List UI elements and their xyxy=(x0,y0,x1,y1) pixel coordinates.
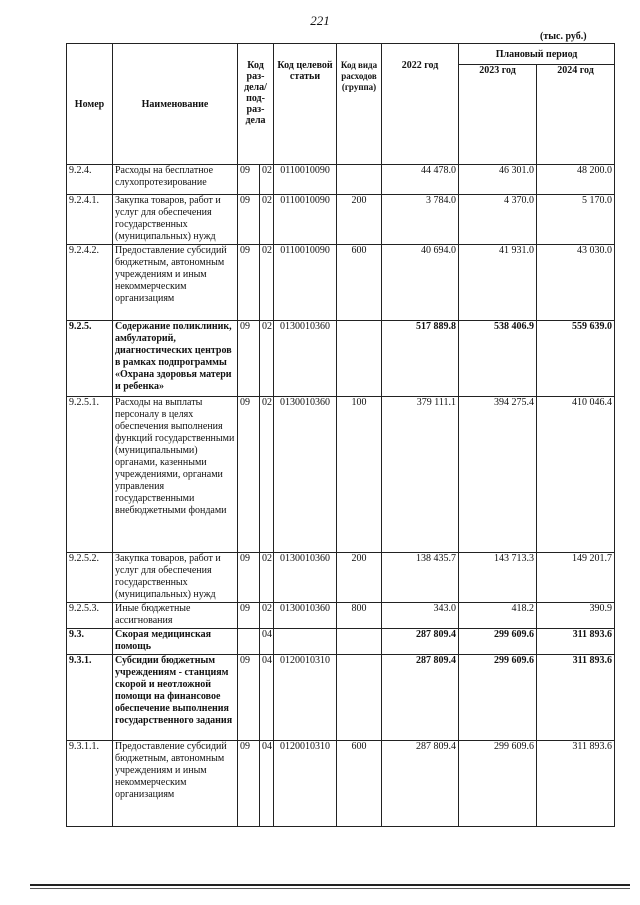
row-name-cell: Скорая медицинская помощь xyxy=(113,629,238,655)
row-subsection-cell: 02 xyxy=(260,553,274,603)
row-subsection-cell: 02 xyxy=(260,397,274,553)
row-expense-type-cell xyxy=(337,629,382,655)
row-number-cell: 9.2.4.1. xyxy=(67,195,113,245)
units-label: (тыс. руб.) xyxy=(540,31,587,42)
row-subsection-cell: 02 xyxy=(260,245,274,321)
header-2023: 2023 год xyxy=(459,65,537,165)
row-target-code-cell: 0130010360 xyxy=(274,603,337,629)
row-name-cell: Субсидии бюджетным учреждениям - станциям скорой и неотложной помощи на финансовое обеспечение выполнения государственного задания xyxy=(113,655,238,741)
row-2024-cell: 311 893.6 xyxy=(537,629,615,655)
row-target-code-cell: 0130010360 xyxy=(274,397,337,553)
row-name-cell: Расходы на выплаты персоналу в целях обеспечения выполнения функций государственными (муниципальными) органами, казенными учреждениями, органами управления государственными внебюджетными фондами xyxy=(113,397,238,553)
budget-table xyxy=(66,43,615,827)
row-section-cell: 09 xyxy=(238,321,260,397)
table-row xyxy=(67,245,615,321)
header-target-code: Код целевой статьи xyxy=(274,44,337,165)
row-expense-type-cell: 200 xyxy=(337,195,382,245)
row-expense-type-cell: 600 xyxy=(337,245,382,321)
table-row xyxy=(67,603,615,629)
header-name: Наименование xyxy=(113,44,238,165)
row-expense-type-cell: 200 xyxy=(337,553,382,603)
row-2023-cell: 143 713.3 xyxy=(459,553,537,603)
table-header xyxy=(67,44,615,165)
row-subsection-cell: 04 xyxy=(260,741,274,827)
header-section-code: Код раз-дела/ под-раз-дела xyxy=(238,44,274,165)
header-planning-period: Плановый период xyxy=(459,44,615,65)
row-2023-cell: 299 609.6 xyxy=(459,655,537,741)
row-section-cell: 09 xyxy=(238,603,260,629)
row-subsection-cell: 02 xyxy=(260,165,274,195)
row-target-code-cell: 0130010360 xyxy=(274,553,337,603)
row-2024-cell: 48 200.0 xyxy=(537,165,615,195)
row-2022-cell: 517 889.8 xyxy=(382,321,459,397)
row-subsection-cell: 04 xyxy=(260,629,274,655)
row-section-cell: 09 xyxy=(238,741,260,827)
table-row xyxy=(67,165,615,195)
row-number-cell: 9.2.5. xyxy=(67,321,113,397)
row-2024-cell: 311 893.6 xyxy=(537,741,615,827)
row-number-cell: 9.3.1. xyxy=(67,655,113,741)
row-number-cell: 9.3.1.1. xyxy=(67,741,113,827)
row-name-cell: Предоставление субсидий бюджетным, автономным учреждениям и иным некоммерческим организациям xyxy=(113,741,238,827)
row-number-cell: 9.2.5.2. xyxy=(67,553,113,603)
row-2023-cell: 299 609.6 xyxy=(459,629,537,655)
row-2024-cell: 5 170.0 xyxy=(537,195,615,245)
row-2022-cell: 40 694.0 xyxy=(382,245,459,321)
row-2024-cell: 390.9 xyxy=(537,603,615,629)
row-name-cell: Предоставление субсидий бюджетным, автономным учреждениям и иным некоммерческим организациям xyxy=(113,245,238,321)
table-row xyxy=(67,629,615,655)
table-row xyxy=(67,655,615,741)
row-2022-cell: 3 784.0 xyxy=(382,195,459,245)
header-number: Номер xyxy=(67,44,113,165)
row-subsection-cell: 02 xyxy=(260,195,274,245)
row-subsection-cell: 04 xyxy=(260,655,274,741)
header-expense-type: Код вида расходов (группа) xyxy=(337,44,382,165)
row-number-cell: 9.3. xyxy=(67,629,113,655)
page-number: 221 xyxy=(310,13,330,28)
header-2022: 2022 год xyxy=(382,44,459,165)
row-2024-cell: 559 639.0 xyxy=(537,321,615,397)
row-expense-type-cell: 600 xyxy=(337,741,382,827)
row-section-cell xyxy=(238,629,260,655)
row-number-cell: 9.2.5.1. xyxy=(67,397,113,553)
row-subsection-cell: 02 xyxy=(260,321,274,397)
row-target-code-cell: 0110010090 xyxy=(274,165,337,195)
row-2023-cell: 538 406.9 xyxy=(459,321,537,397)
footer-rule-thin xyxy=(30,888,630,889)
table-body xyxy=(67,165,615,827)
table-row xyxy=(67,741,615,827)
row-name-cell: Содержание поликлиник, амбулаторий, диагностических центров в рамках подпрограммы «Охрана здоровья матери и ребенка» xyxy=(113,321,238,397)
row-2024-cell: 149 201.7 xyxy=(537,553,615,603)
row-2022-cell: 138 435.7 xyxy=(382,553,459,603)
table-row xyxy=(67,397,615,553)
row-expense-type-cell xyxy=(337,655,382,741)
table-row xyxy=(67,553,615,603)
row-section-cell: 09 xyxy=(238,655,260,741)
table-row xyxy=(67,321,615,397)
row-2022-cell: 287 809.4 xyxy=(382,655,459,741)
row-2022-cell: 287 809.4 xyxy=(382,629,459,655)
row-number-cell: 9.2.5.3. xyxy=(67,603,113,629)
row-expense-type-cell xyxy=(337,321,382,397)
row-2023-cell: 46 301.0 xyxy=(459,165,537,195)
row-section-cell: 09 xyxy=(238,245,260,321)
row-number-cell: 9.2.4. xyxy=(67,165,113,195)
row-target-code-cell: 0120010310 xyxy=(274,741,337,827)
row-name-cell: Закупка товаров, работ и услуг для обеспечения государственных (муниципальных) нужд xyxy=(113,553,238,603)
row-number-cell: 9.2.4.2. xyxy=(67,245,113,321)
row-expense-type-cell: 800 xyxy=(337,603,382,629)
row-2022-cell: 287 809.4 xyxy=(382,741,459,827)
row-name-cell: Закупка товаров, работ и услуг для обеспечения государственных (муниципальных) нужд xyxy=(113,195,238,245)
row-2024-cell: 43 030.0 xyxy=(537,245,615,321)
row-section-cell: 09 xyxy=(238,165,260,195)
row-target-code-cell: 0110010090 xyxy=(274,245,337,321)
row-section-cell: 09 xyxy=(238,553,260,603)
row-2022-cell: 379 111.1 xyxy=(382,397,459,553)
row-2022-cell: 343.0 xyxy=(382,603,459,629)
header-2024: 2024 год xyxy=(537,65,615,165)
row-2023-cell: 4 370.0 xyxy=(459,195,537,245)
row-2024-cell: 410 046.4 xyxy=(537,397,615,553)
table-row xyxy=(67,195,615,245)
row-2023-cell: 418.2 xyxy=(459,603,537,629)
row-2023-cell: 41 931.0 xyxy=(459,245,537,321)
row-section-cell: 09 xyxy=(238,397,260,553)
row-target-code-cell: 0120010310 xyxy=(274,655,337,741)
row-target-code-cell: 0130010360 xyxy=(274,321,337,397)
row-2024-cell: 311 893.6 xyxy=(537,655,615,741)
row-2023-cell: 299 609.6 xyxy=(459,741,537,827)
row-2022-cell: 44 478.0 xyxy=(382,165,459,195)
row-name-cell: Расходы на бесплатное слухопротезирование xyxy=(113,165,238,195)
row-expense-type-cell xyxy=(337,165,382,195)
row-subsection-cell: 02 xyxy=(260,603,274,629)
row-section-cell: 09 xyxy=(238,195,260,245)
row-2023-cell: 394 275.4 xyxy=(459,397,537,553)
footer-rule xyxy=(30,884,630,886)
row-name-cell: Иные бюджетные ассигнования xyxy=(113,603,238,629)
row-target-code-cell xyxy=(274,629,337,655)
row-expense-type-cell: 100 xyxy=(337,397,382,553)
row-target-code-cell: 0110010090 xyxy=(274,195,337,245)
